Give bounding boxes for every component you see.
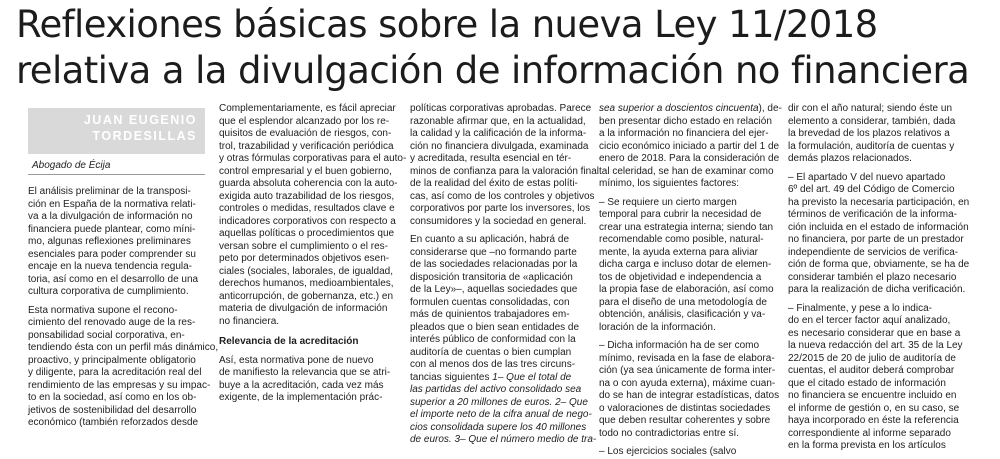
body-text-line: materia de divulgación de información bbox=[219, 303, 388, 314]
body-text-line: aquellas políticas o procedimientos que bbox=[219, 228, 395, 239]
body-text-line: derechos humanos, medioambientales, bbox=[219, 278, 394, 289]
body-text-line: 6º del art. 49 del Código de Comercio bbox=[788, 184, 955, 195]
body-text-line: guarda absoluta coherencia con la auto- bbox=[219, 178, 398, 189]
body-text-line: la calidad y la calificación de la informa- bbox=[410, 128, 587, 139]
body-text-line: para la realización de dicha verificación. bbox=[788, 284, 966, 295]
body-text-line: corporativos por parte los inversores, los bbox=[410, 203, 591, 214]
body-text-line: 22/2015 de 20 de julio de auditoría de bbox=[788, 352, 956, 364]
body-text-line: de euros. 3– Que el número medio de tra- bbox=[410, 434, 597, 445]
body-text-line: cultura corporativa de cumplimiento. bbox=[28, 286, 189, 297]
body-text-line: ponsabilidad social corporativa, en- bbox=[28, 329, 185, 341]
column-5 bbox=[788, 103, 970, 453]
body-text-line: cas, así como de los controles y objetivos bbox=[410, 190, 595, 202]
body-text-line: la propia fase de elaboración, así como bbox=[599, 284, 774, 295]
body-text-line: de manifiesto la relevancia que se atri- bbox=[219, 367, 391, 378]
body-text-line: enero de 2018. Para la consideración de bbox=[599, 153, 780, 164]
body-text-line: de las sociedades relacionadas por la bbox=[410, 259, 578, 270]
body-text-line: Así, esta normativa pone de nuevo bbox=[219, 354, 374, 366]
body-text-line: cuentas, el auditor deberá comprobar bbox=[788, 365, 955, 376]
body-text-line: la brevedad de los plazos relativos a bbox=[788, 128, 950, 139]
body-text-line: todo no contradictorias entre sí. bbox=[599, 427, 740, 439]
body-text-line: tal celeridad, se han de examinar como bbox=[599, 165, 774, 177]
body-text-line: y diligente, para la acreditación real del bbox=[28, 367, 202, 378]
author-role: Abogado de Écija bbox=[32, 160, 111, 171]
body-text-line: considerar también el plazo necesario bbox=[788, 271, 957, 283]
body-text-line: no financiera, por parte de un prestador bbox=[788, 234, 964, 245]
body-text-line: exigente, de la implementación prác- bbox=[219, 392, 383, 403]
body-text-line: de la realidad del éxito de estas políti- bbox=[410, 178, 578, 189]
body-text-line: términos de verificación de la informa- bbox=[788, 209, 957, 220]
headline-line: relativa a la divulgación de información no financiera bbox=[16, 49, 970, 92]
body-text-line: interés público de conformidad con la bbox=[410, 334, 576, 345]
body-text-line: es necesario considerar que en base a bbox=[788, 327, 961, 339]
body-text-line: la formulación, auditoría de cuentas y bbox=[788, 140, 955, 152]
body-text-line: trol, trazabilidad y verificación periódica bbox=[219, 140, 394, 152]
body-text-line: esenciales para poder comprender su bbox=[28, 248, 196, 260]
body-text-line: controles o medidas, resultados clave e bbox=[219, 203, 395, 214]
body-text-line: dir con el año natural; siendo éste un bbox=[788, 103, 952, 114]
body-text-line: toria, así como en el desarrollo de una bbox=[28, 273, 199, 285]
body-text-line: superior a 20 millones de euros. 2– Que bbox=[410, 396, 588, 408]
body-text-line: Complementariamente, es fácil apreciar bbox=[219, 103, 396, 114]
body-text-line: jetivos de sostenibilidad del desarrollo bbox=[28, 404, 197, 416]
body-text-line: políticas corporativas aprobadas. Parece bbox=[410, 103, 592, 114]
body-text-line: encaje en la nueva tendencia regula- bbox=[28, 261, 193, 272]
body-text-line: y acreditada, resulta esencial en tér- bbox=[410, 153, 572, 164]
body-text-line: formulen cuentas consolidadas, con bbox=[410, 296, 570, 308]
body-text-line: auditoría de cuentas o bien cumplan bbox=[410, 346, 572, 358]
body-text-line: independiente de servicios de verifica- bbox=[788, 246, 959, 258]
body-text-line: que el citado estado de información bbox=[788, 377, 946, 389]
body-text-line: consumidores y la sociedad en general. bbox=[410, 215, 587, 227]
body-text-line: exigida auto trazabilidad de los riesgos, bbox=[219, 190, 395, 202]
body-text-line: cicio económico iniciado a partir del 1 de bbox=[599, 140, 780, 152]
body-text-line: que deben resultar coherentes y sobre bbox=[599, 415, 771, 426]
body-text-line: versan sobre el cumplimiento o el res- bbox=[219, 240, 388, 252]
body-text-line: crear una estrategia interna; siendo tan bbox=[599, 221, 773, 233]
body-text-line: mente, la ayuda externa para aliviar bbox=[599, 246, 758, 258]
body-text-line: elemento a considerar, también, dada bbox=[788, 115, 956, 127]
body-text-line: – Dicha información ha de ser como bbox=[599, 340, 760, 351]
body-text-line: razonable afirmar que, en la actualidad, bbox=[410, 115, 586, 127]
body-text-line: económico (también reforzados desde bbox=[28, 417, 199, 428]
body-text-line: anticorrupción, de gobernanza, etc.) en bbox=[219, 290, 393, 302]
body-text-line: y otras fórmulas corporativas para el auto- bbox=[219, 153, 407, 164]
body-text-line: la nueva redacción del art. 35 de la Ley bbox=[788, 340, 963, 351]
author-name bbox=[84, 112, 197, 144]
body-text-line: tancias siguientes 1– Que el total de bbox=[410, 371, 572, 383]
author-name-line: TORDESILLAS bbox=[92, 129, 197, 143]
divider bbox=[28, 174, 205, 175]
author-name-line: JUAN EUGENIO bbox=[83, 113, 197, 127]
column-2 bbox=[219, 103, 407, 405]
body-text-line: loración de la información. bbox=[599, 321, 716, 333]
column-1 bbox=[28, 186, 219, 430]
body-text-line: quisitos de evaluación de riesgos, con- bbox=[219, 128, 392, 139]
body-text-line: control empresarial y el buen gobierno, bbox=[219, 165, 392, 177]
body-text-line: na o con ayuda externa), máxime cuan- bbox=[599, 377, 776, 389]
body-text-line: pleados que o bien sean entidades de bbox=[410, 321, 580, 333]
body-text-line: obtención, análisis, clasificación y va- bbox=[599, 309, 766, 320]
body-text-line: va a la divulgación de información no bbox=[28, 211, 193, 222]
body-text-line: financiera puede plantear, como míni- bbox=[28, 223, 196, 235]
body-text-line: con al menos dos de las tres circuns- bbox=[410, 359, 576, 370]
column-4 bbox=[599, 103, 782, 459]
body-text-line: Esta normativa supone el recono- bbox=[28, 304, 178, 316]
body-text-line: peto por determinados objetivos esen- bbox=[219, 253, 390, 264]
column-3 bbox=[410, 103, 599, 447]
body-text-line: ción de forma que, obviamente, se ha de bbox=[788, 259, 970, 270]
body-text-line: proactivo, y principalmente obligatorio bbox=[28, 354, 196, 366]
body-text-line: disposición transitoria de «aplicación bbox=[410, 271, 573, 283]
body-text-line: ción en España de la normativa relati- bbox=[28, 198, 196, 210]
body-text-line: recomendable como posible, natural- bbox=[599, 234, 764, 245]
body-text-line: el informe de gestión o, en su caso, se bbox=[788, 402, 960, 414]
body-text-line: el importe neto de la cifra anual de nego- bbox=[410, 409, 592, 420]
body-text-line: – Los ejercicios sociales (salvo bbox=[599, 446, 737, 457]
body-text-line: El análisis preliminar de la transposi- bbox=[28, 186, 191, 197]
body-text-line: indicadores corporativos con respecto a bbox=[219, 215, 396, 227]
body-text-line: temporal para cubrir la necesidad de bbox=[599, 209, 762, 220]
body-text-line: ción (ya sea únicamente de forma inter- bbox=[599, 365, 776, 376]
body-text-line: demás plazos relacionados. bbox=[788, 153, 912, 164]
body-text-line: no financiera se encuentre incluido en bbox=[788, 390, 957, 401]
headline-line: Reflexiones básicas sobre la nueva Ley 11/2018 bbox=[16, 3, 878, 46]
body-text-line: do en el tercer factor aquí analizado, bbox=[788, 315, 951, 326]
body-text-line: to en la sociedad, así como en los ob- bbox=[28, 392, 197, 403]
body-text-line: mínimo, revisada en la fase de elabora- bbox=[599, 352, 775, 364]
body-text-line: ben presentar dicho estado en relación bbox=[599, 115, 772, 127]
section-heading: Relevancia de la acreditación bbox=[219, 336, 359, 347]
body-text-line: para el diseño de una metodología de bbox=[599, 296, 767, 308]
body-text-line: a la información no financiera del ejer- bbox=[599, 128, 769, 139]
headline bbox=[16, 2, 986, 94]
body-text-line: minos de confianza para la valoración final bbox=[410, 165, 599, 177]
body-text-line: o valoraciones de distintas sociedades bbox=[599, 402, 771, 414]
body-text-line: cimiento del renovado auge de la res- bbox=[28, 317, 196, 328]
body-text-line: sea superior a doscientos cincuenta), de- bbox=[599, 103, 782, 114]
body-text-line: las partidas del activo consolidado sea bbox=[410, 384, 582, 395]
body-text-line: – Se requiere un cierto margen bbox=[599, 196, 737, 208]
body-text-line: cios consolidada supere los 40 millones bbox=[410, 421, 587, 433]
body-text-line: – Finalmente, y pese a lo indica- bbox=[788, 302, 932, 314]
body-text-line: buye a la acreditación, cada vez más bbox=[219, 379, 384, 391]
body-text-line: que el esplendor alcanzado por los re- bbox=[219, 115, 390, 127]
body-text-line: considerarse que –no formando parte bbox=[410, 246, 577, 258]
body-text-line: ción no financiera divulgada, examinada bbox=[410, 140, 589, 152]
body-text-line: rendimiento de las empresas y su impac- bbox=[28, 379, 211, 391]
body-text-line: ciales (sociales, laborales, de igualdad, bbox=[219, 265, 393, 277]
body-text-line: de la Ley»–, aquellas sociedades que bbox=[410, 284, 578, 295]
body-text-line: tos de objetividad e independencia a bbox=[599, 271, 762, 283]
body-text-line: tendiendo ésta con un perfil más dinámico, bbox=[28, 342, 219, 353]
body-text-line: en la forma prevista en los artículos bbox=[788, 440, 946, 451]
body-text-line: En cuanto a su aplicación, habrá de bbox=[410, 234, 569, 245]
body-text-line: no financiera. bbox=[219, 315, 280, 327]
body-text-line: – El apartado V del nuevo apartado bbox=[788, 171, 946, 183]
body-text-line: mínimo, los siguientes factores: bbox=[599, 178, 740, 189]
byline-box bbox=[28, 108, 205, 154]
body-text-line: haya incorporado en éste la referencia bbox=[788, 415, 959, 426]
body-text-line: mo, algunas reflexiones preliminares bbox=[28, 236, 191, 247]
body-text-line: más de quinientos trabajadores em- bbox=[410, 309, 570, 320]
body-text-line: ha previsto la necesaria participación, en bbox=[788, 196, 970, 208]
body-text-line: ción incluida en el estado de información bbox=[788, 221, 969, 233]
body-text-line: do se han de integrar estadísticas, datos bbox=[599, 390, 780, 401]
body-text-line: dicha carga e incluso dotar de elemen- bbox=[599, 259, 772, 270]
body-text-line: correspondiente al informe separado bbox=[788, 427, 951, 439]
